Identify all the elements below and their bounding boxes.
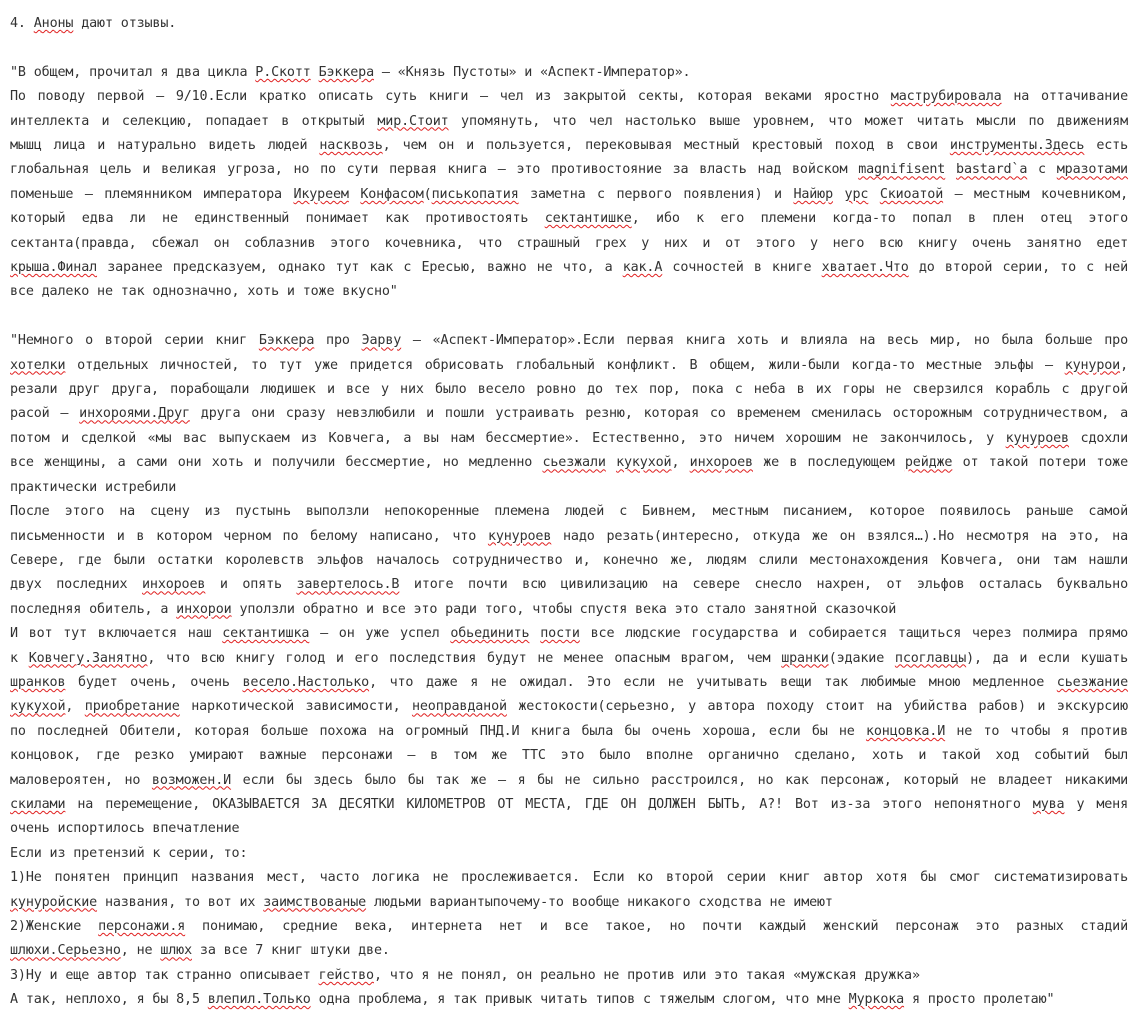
text-line: поменьше – племянником императора Икуреем Конфасом(писькопатия заметна с первого появления) и Найюр урс Скиоатой – местным кочевником, [10, 186, 1128, 202]
text-line: крыша.Финал заранее предсказуем, однако тут как с Ересью, важно не что, а как.А сочностей в книге хватает.Что до второй серии, то с ней [10, 260, 1128, 276]
text-line: И вот тут включается наш сектантишка – он уже успел обьединить пости все людские государства и собирается тащиться через полмира прямо [10, 626, 1129, 642]
text-line: "Немного о второй серии книг Бэккера про Эарву – «Аспект-Император».Если первая книга хоть и влияла на весь мир, но была больше про [10, 333, 1128, 349]
blank-line [10, 305, 1128, 329]
blank-line [10, 36, 1128, 60]
text-line: хотелки отдельных личностей, то тут уже придется обрисовать глобальный конфликт. В общем, жили-были когда-то местные эльфы – кунурои, [10, 357, 1128, 373]
text-line: скилами на перемещение, ОКАЗЫВАЕТСЯ ЗА ДЕСЯТКИ КИЛОМЕТРОВ ОТ МЕСТА, ГДЕ ОН ДОЛЖЕН БЫТЬ, А?! Вот из-за этого непонятного мува у меня [10, 796, 1128, 812]
text-line: по последней Обители, которая больше похожа на огромный ПНД.И книга была бы очень хороша, если бы не концовка.И не то чтобы я против [10, 723, 1128, 739]
text-line: А так, неплохо, я бы 8,5 влепил.Только одна проблема, я так привык читать типов с тяжелым слогом, что мне Муркока я просто пролетаю" [10, 992, 1055, 1008]
text-line: интеллекта и селекцию, попадает в открытый мир.Стоит упомянуть, что чел настолько выше уровнем, что может читать мысли по движениям [10, 113, 1128, 129]
text-line: расой – инхороями.Друг друга они сразу невзлюбили и пошли устраивать резню, которая со временем сменилась осторожным сотрудничеством, а [10, 406, 1128, 422]
text-line: глобальная цель и великая угроза, но по сути первая книга – это противостояние за власть над войском magnifisent bastard`а с мразотами [10, 162, 1128, 178]
text-line: кукухой, приобретание наркотической зависимости, неоправданой жестокости(серьезно, у автора походу стоит на убийства рабов) и экскурсию [10, 699, 1128, 715]
text-line: письменности и в котором черном по белому написано, что кунуроев надо резать(интересно, откуда же он взялся…).Но несмотря на это, на [10, 528, 1128, 544]
text-line: шранков будет очень, очень весело.Настолько, что даже я не ожидал. Это если не учитывать вещи так любимые мною медленное сьезжание [10, 674, 1129, 690]
text-line: практически истребили [10, 479, 177, 495]
text-line: сектанта(правда, сбежал он соблазнив этого кочевника, что страшный грех у них и от этого у него всю книгу очень занятно едет [10, 235, 1128, 251]
text-line: мышц лица и натурально видеть людей насквозь, чем он и пользуется, перековывая местный крестовый поход в свои инструменты.Здесь есть [10, 138, 1129, 154]
text-line: очень испортилось впечатление [10, 821, 240, 837]
text-line: По поводу первой – 9/10.Если кратко описать суть книги – чел из закрытой секты, которая веками яростно маструбировала на оттачивание [10, 89, 1129, 105]
review-2 [10, 329, 1128, 1012]
text-line: к Ковчегу.Занятно, что всю книгу голод и его последствия будут не менее опасным врагом, чем шранки(эдакие псоглавцы), да и если кушать [10, 650, 1129, 666]
review-1 [10, 61, 1128, 305]
text-line: Если из претензий к серии, то: [10, 845, 248, 861]
text-line: резали друг друга, порабощали людишек и все у них было весело ровно до тех пор, пока с неба в их горы не сверзился корабль с другой [10, 382, 1128, 398]
text-line: который едва ли не единственный понимает как противостоять сектантишке, ибо к его племени когда-то попал в плен отец этого [10, 211, 1128, 227]
text-line: После этого на сцену из пустынь выползли непокоренные племена людей с Бивнем, местным писанием, которое появилось раньше самой [10, 504, 1128, 520]
text-line: 1)Не понятен принцип названия мест, часто логика не прослеживается. Если ко второй серии книг автор хотя бы смог систематизировать [10, 870, 1128, 886]
text-line: кунуройские названия, то вот их заимствованые людьми вариантыпочему-то вообще никакого сходства не имеют [10, 894, 833, 910]
text-line: "В общем, прочитал я два цикла Р.Скотт Бэккера – «Князь Пустоты» и «Аспект-Император». [10, 64, 691, 80]
text-line: Севере, где были остатки королевств эльфов началось сотрудничество и, конечно же, людям слили местонахождения Ковчега, они там нашли [10, 552, 1128, 568]
text-line: потом и сделкой «мы вас выпускаем из Ковчега, а вы нам бессмертие». Естественно, это ничем хорошим не закончилось, у кунуроев сдохли [10, 430, 1129, 446]
text-line: двух последних инхороев и опять завертелось.В итоге почти всю цивилизацию на севере снесло нахрен, от эльфов осталась буквально [10, 577, 1128, 593]
text-line: все далеко не так однозначно, хоть и тоже вкусно" [10, 284, 398, 300]
text-line: маловероятен, но возможен.И если бы здесь было бы так же – я бы не сильно расстроился, но как персонаж, который не владеет никакими [10, 772, 1128, 788]
section-heading: 4. Аноны дают отзывы. [10, 16, 177, 31]
text-line: шлюхи.Серьезно, не шлюх за все 7 книг штуки две. [10, 943, 390, 959]
text-line: 2)Женские персонажи.я понимаю, средние века, интернета нет и все такое, но почти каждый женский персонаж это разных стадий [10, 919, 1128, 934]
text-line: концовок, где резко умирают важные персонажи – в том же ТТС это было вполне органично сделано, хоть и такой ход событий был [10, 748, 1128, 764]
text-line: 3)Ну и еще автор так странно описывает гейство, что я не понял, он реально не против или это такая «мужская дружка» [10, 967, 920, 983]
text-line: последняя обитель, а инхорои уползли обратно и все это ради того, чтобы спустя века это стало занятной сказочкой [10, 601, 897, 617]
text-line: все женщины, а сами они хоть и получили бессмертие, но медленно сьезжали кукухой, инхороев же в последующем рейдже от такой потери тоже [10, 455, 1129, 471]
